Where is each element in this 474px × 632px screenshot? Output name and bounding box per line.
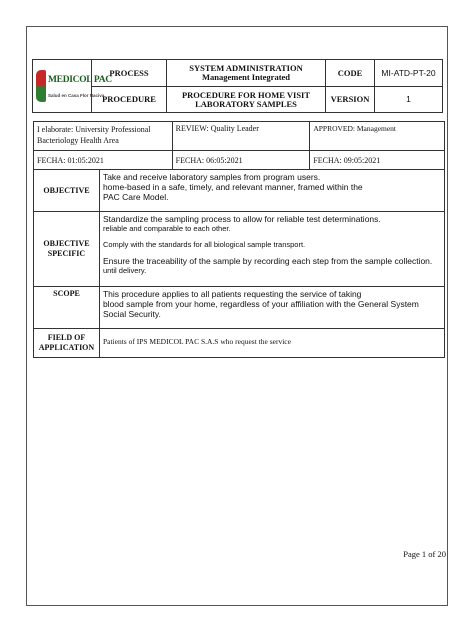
procedure-body-table: [33, 121, 445, 358]
page-number: Page 1 of 20: [403, 549, 446, 559]
fecha-review: FECHA: 06:05:2021: [172, 151, 310, 170]
elaborate-cell: I elaborate: University Professional Bacteriology Health Area: [34, 122, 173, 151]
approved-cell: APPROVED: Management: [310, 122, 445, 151]
version-label: VERSION: [326, 87, 375, 113]
scope-text: This procedure applies to all patients requesting the service of taking blood sample from your home, regardless of your affiliation with the General System Social Security.: [99, 287, 444, 329]
procedure-label: PROCEDURE: [92, 87, 167, 113]
objective-specific-label: OBJECTIVE SPECIFIC: [34, 212, 100, 287]
medicol-pac-logo: [33, 61, 112, 112]
process-value: SYSTEM ADMINISTRATION Management Integrated: [167, 60, 326, 87]
logo-cell: [33, 60, 112, 113]
objective-text: Take and receive laboratory samples from program users. home-based in a safe, timely, and relevant manner, framed within the PAC Care Model.: [99, 170, 444, 212]
procedure-value: PROCEDURE FOR HOME VISIT LABORATORY SAMPLES: [167, 87, 326, 113]
code-value: MI-ATD-PT-20: [375, 60, 443, 87]
code-label: CODE: [326, 60, 375, 87]
logo-mark-icon: [36, 70, 46, 102]
logo-tagline: Salud en Casa Flor Naciva: [48, 92, 105, 98]
objective-specific-text: Standardize the sampling process to allow for reliable test determinations. reliable and comparable to each other. Comply with the standards for all biological sample transport. Ensure the traceability of the sample by recording each step from the sample collection. until delivery.: [99, 212, 444, 287]
field-of-application-text: Patients of IPS MEDICOL PAC S.A.S who request the service: [99, 329, 444, 358]
version-value: 1: [375, 87, 443, 113]
review-cell: REVIEW: Quality Leader: [172, 122, 310, 151]
fecha-approved: FECHA: 09:05:2021: [310, 151, 445, 170]
objective-label: OBJECTIVE: [34, 170, 100, 212]
logo-name: MEDICOL PAC: [48, 74, 112, 85]
scope-label: SCOPE: [34, 287, 100, 329]
field-of-application-label: FIELD OF APPLICATION: [34, 329, 100, 358]
process-label: PROCESS: [92, 60, 167, 87]
document-header-table: [32, 59, 443, 113]
fecha-elaborate: FECHA: 01:05:2021: [34, 151, 173, 170]
